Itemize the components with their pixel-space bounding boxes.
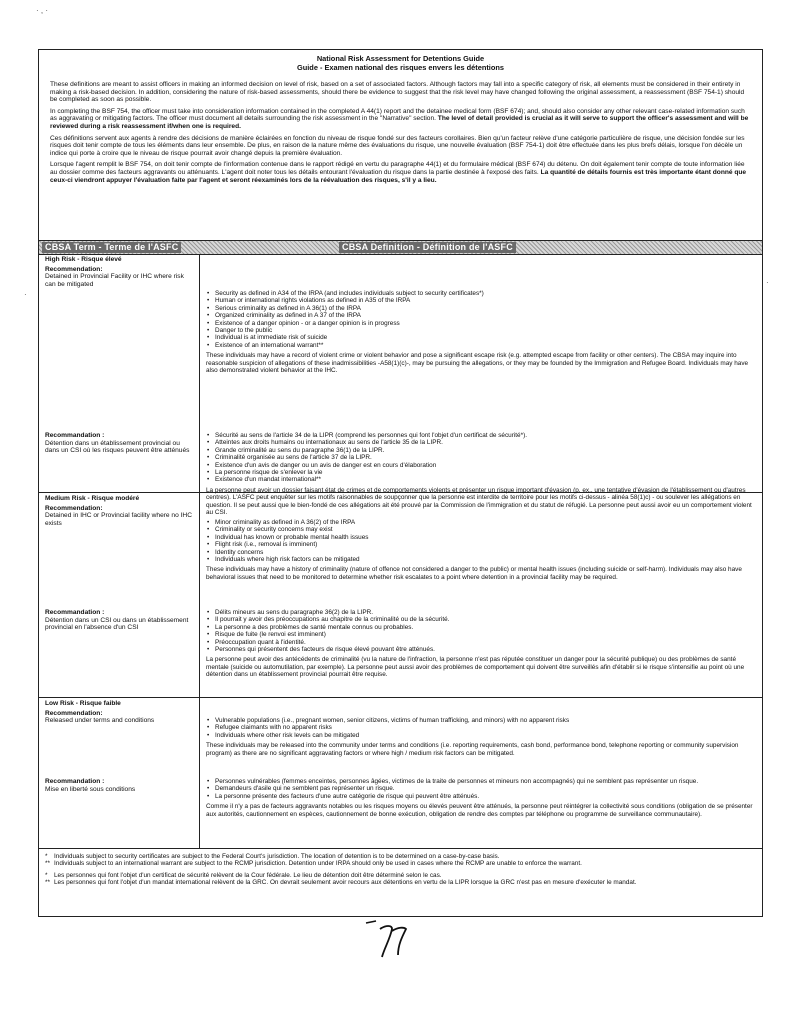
- high-bullet-fr: • Sécurité au sens de l'article 34 de la LIPR (comprend les personnes qui font l'objet d'un certificat de sécurité*).: [206, 432, 756, 439]
- high-bullet-en: • Existence of an international warrant**: [206, 342, 756, 349]
- footnote-text: Les personnes qui font l'objet d'un certificat de sécurité relèvent de la Cour fédérale. Le lieu de détention doit être déterminé selon le cas.: [54, 871, 442, 879]
- low-risk-term-fr: [45, 778, 195, 793]
- high-bullet-en: • Individual is at immediate risk of suicide: [206, 334, 756, 341]
- guide-page: [38, 49, 763, 917]
- high-bullet-fr: • Grande criminalité au sens du paragraphe 36(1) de la LIPR.: [206, 447, 756, 454]
- medium-risk-term: [45, 495, 195, 527]
- high-bullet-en: • Security as defined in A34 of the IRPA (and includes individuals subject to security certificates*): [206, 290, 756, 297]
- medium-risk-definition-fr: [206, 609, 756, 679]
- medium-bullet-en: • Minor criminality as defined in A 36(2) of the IRPA: [206, 519, 756, 526]
- medium-risk-heading: Medium Risk - Risque modéré: [45, 495, 140, 502]
- scan-speck: ·: [24, 290, 27, 299]
- medium-para-fr: La personne peut avoir des antécédents de criminalité (vu la nature de l'infraction, la personne n'est pas réputée constituer un danger pour la sécurité publique) ou des problèmes de santé mentale (suicide ou automutilation, par exemple). La personne peut aussi avoir des problèmes de comportement qui doivent être surveillés afin d'établir si le risque s'intensifie au point où une détention dans un établissement provincial pourrait être requise.: [206, 656, 745, 679]
- high-risk-term-fr: [45, 432, 195, 455]
- medium-risk-definition-en: [206, 519, 756, 581]
- title-en: National Risk Assessment for Detentions Guide: [316, 54, 485, 63]
- medium-bullet-en: • Criminality or security concerns may exist: [206, 526, 756, 533]
- footnote-text: Individuals subject to an international warrant are subject to the RCMP jurisdiction. Detention under IRPA should only be used in cases where the RCMP are unable to enforce the warrant.: [54, 860, 582, 868]
- low-risk-term: [45, 700, 195, 725]
- high-bullet-fr: • Criminalité organisée au sens de l'article 37 de la LIPR.: [206, 454, 756, 461]
- high-rec-fr: Détention dans un établissement provincial ou dans un CSI où les risques peuvent être atténués: [45, 439, 190, 455]
- high-bullet-fr: • Existence d'un mandat international**: [206, 476, 756, 483]
- scan-speck: ·: [766, 278, 769, 287]
- intro-para-1: These definitions are meant to assist officers in making an informed decision on level of risk, based on a set of associated factors. Although factors may fall into a specific category of risk, all elements must be considered in their entirety in making a risk-based decision. In addition, considering the nature of risk-based assessments, should there be evidence to suggest that the risk level may have changed following the original assessment, a reassessment (BSF 754-1) should be completed as soon as possible.: [50, 81, 745, 104]
- high-rec-fr-label: Recommandation :: [45, 432, 105, 439]
- medium-bullet-en: • Identity concerns: [206, 549, 756, 556]
- footnote-text: Individuals subject to security certificates are subject to the Federal Court's jurisdiction. The location of detention is to be determined on a case-by-case basis.: [54, 853, 500, 860]
- footnote-marker: *: [45, 853, 48, 860]
- high-risk-heading: High Risk - Risque élevé: [45, 256, 122, 263]
- medium-bullet-en: • Individuals where high risk factors can be mitigated: [206, 556, 756, 563]
- high-rec-en: Detained in Provincial Facility or IHC where risk can be mitigated: [45, 273, 184, 288]
- low-risk-definition-fr: [206, 778, 756, 818]
- high-risk-definition-en: [206, 290, 756, 374]
- footnote-en-2: [45, 860, 757, 867]
- high-bullet-fr: • Existence d'un avis de danger ou un avis de danger est en cours d'élaboration: [206, 462, 756, 469]
- column-header-definition: CBSA Definition - Définition de l'ASFC: [339, 242, 516, 253]
- high-bullet-fr: • Atteintes aux droits humains ou internationaux au sens de l'article 35 de la LIPR.: [206, 439, 756, 446]
- medium-rec-en-label: Recommendation:: [45, 504, 103, 512]
- low-bullet-fr: • Demandeurs d'asile qui ne semblent pas représenter un risque.: [206, 785, 756, 792]
- column-header-term: CBSA Term - Terme de l'ASFC: [42, 242, 181, 253]
- low-rec-fr-label: Recommandation :: [45, 778, 105, 785]
- medium-risk-section: [39, 493, 762, 698]
- footnote-fr-1: [45, 872, 757, 879]
- low-rec-en-label: Recommendation:: [45, 709, 103, 717]
- medium-bullet-fr: • Délits mineurs au sens du paragraphe 36(2) de la LIPR.: [206, 609, 756, 616]
- footnote-marker: *: [45, 871, 48, 879]
- intro-para-4-bold: La quantité de détails fournis est très importante étant donné que ceux-ci viendront appuyer l'évaluation faite par l'agent et seront réexaminés lors de la réévaluation des risques, s'il y a lieu.: [50, 168, 747, 184]
- intro-section: [50, 81, 750, 188]
- low-risk-heading: Low Risk - Risque faible: [45, 700, 121, 707]
- intro-para-2-text: In completing the BSF 754, the officer must take into consideration information contained in the completed A 44(1) report and the detainee medical form (BSF 674); and, should also consider any other relevant case-related information such as aggravating or mitigating factors. The officer must document all details surrounding the risk assessment in the "Narrative" section.: [50, 107, 745, 123]
- high-bullet-en: • Organized criminality as defined in A 37 of the IRPA: [206, 312, 756, 319]
- medium-para-en: These individuals may have a history of criminality (nature of offence not considered a danger to the public) or mental health issues (including suicide or self-harm). Individuals may also have behavioral issues that need to be monitored to determine whether risk escalates to a point where detention in a provincial facility may be required.: [206, 566, 742, 581]
- intro-para-3: Ces définitions servent aux agents à rendre des décisions de manière éclairées en fonction du niveau de risque fondé sur des facteurs corollaires. Bien qu'un facteur relève d'une catégorie particulière de risque, une décision fondée sur les risques doit tenir compte de tous les éléments dans leur ensemble. De plus, en raison de la nature même des évaluations du risque, une nouvelle évaluation (BSF 754-1) doit être effectuée dans les plus brefs délais, lorsque l'on décèle un indice qui porte à croire que le niveau de risque pourrait avoir changé depuis la première évaluation.: [50, 134, 745, 157]
- medium-bullet-fr: • Personnes qui présentent des facteurs de risque élevé pouvant être atténués.: [206, 646, 756, 653]
- low-para-fr: Comme il n'y a pas de facteurs aggravants notables ou les risques moyens ou élevés peuvent être atténués, la personne peut réintégrer la collectivité sous conditions (obligation de se présenter aux autorités, cautionnement en espèces, cautionnement de bonne exécution, obligation de rendre des comptes par téléphone ou programme de surveillance communautaire).: [206, 803, 753, 818]
- intro-para-4: [50, 161, 750, 184]
- medium-risk-term-fr: [45, 609, 195, 632]
- document-header: [39, 50, 762, 72]
- intro-para-2: [50, 108, 750, 131]
- medium-bullet-fr: • Préoccupation quant à l'identité.: [206, 639, 756, 646]
- handwritten-mark: [362, 917, 418, 961]
- title-fr: Guide - Examen national des risques envers les détentions: [296, 62, 504, 72]
- high-bullet-en: • Human or international rights violations as defined in A35 of the IRPA: [206, 297, 756, 304]
- medium-rec-fr-label: Recommandation :: [45, 609, 105, 616]
- low-bullet-fr: • La personne présente des facteurs d'une autre catégorie de risque qui peuvent être atténués.: [206, 793, 756, 800]
- medium-bullet-fr: • Risque de fuite (le renvoi est imminent): [206, 631, 756, 638]
- intro-para-4-text: Lorsque l'agent remplit le BSF 754, on doit tenir compte de l'information contenue dans le rapport rédigé en vertu du paragraphe 44(1) et du formulaire médical (BSF 674) du détenu. On doit également tenir compte de toute information liée au dossier comme des facteurs aggravants ou atténuants. L'agent doit noter tous les détails entourant l'évaluation du risque dans la partie destinée à l'exposé des faits.: [50, 161, 745, 176]
- medium-rec-fr: Détention dans un CSI ou dans un établissement provincial en l'absence d'un CSI: [45, 616, 189, 632]
- low-bullet-en: • Individuals where other risk levels can be mitigated: [206, 732, 756, 739]
- low-risk-definition-en: [206, 717, 756, 757]
- low-bullet-fr: • Personnes vulnérables (femmes enceintes, personnes âgées, victimes de la traite de personnes et mineurs non accompagnés) qui ne semblent pas représenter un risque.: [206, 778, 756, 785]
- scan-speck: · , ·: [36, 6, 48, 15]
- table-header-row: [39, 240, 762, 255]
- high-bullet-fr: • La personne risque de s'enlever la vie: [206, 469, 756, 476]
- footnotes: [45, 853, 757, 886]
- high-para-fr: La personne peut avoir un dossier faisant état de crimes et de comportements violents et présenter un risque important d'évasion (p. ex., une tentative d'évasion de l'établissement ou d'autres centres). L'ASFC peut enquêter sur les motifs raisonnables de soupçonner que la personne est interdite de territoire pour les motifs ci-dessus - alinéa 58(1)c) - ou soulever les allégations en question. Il se peut aussi que le bien-fondé de ces allégations ait été prouvé par la Commission de l'immigration et du statut de réfugié. La personne peut aussi avoir eu un comportement violent au CSI.: [206, 486, 752, 517]
- high-bullet-en: • Serious criminality as defined in A 36(1) of the IRPA: [206, 305, 756, 312]
- intro-para-2-bold: The level of detail provided is crucial as it will serve to support the officer's assessment and will be reviewed during a risk reassessment if/when one is required.: [50, 115, 749, 130]
- low-rec-en: Released under terms and conditions: [45, 717, 155, 725]
- medium-bullet-fr: • La personne a des problèmes de santé mentale connus ou probables.: [206, 624, 756, 631]
- high-bullet-en: • Existence of a danger opinion - or a danger opinion is in progress: [206, 320, 756, 327]
- high-rec-en-label: Recommendation:: [45, 265, 103, 273]
- low-risk-section: [39, 698, 762, 849]
- high-bullet-en: • Danger to the public: [206, 327, 756, 334]
- medium-bullet-fr: • Il pourrait y avoir des préoccupations au chapitre de la criminalité ou de la sécurité.: [206, 616, 756, 623]
- footnote-text: Les personnes qui font l'objet d'un mandat international relèvent de la GRC. On devrait seulement avoir recours aux détentions en vertu de la LIPR lorsque la GRC n'est pas en mesure d'exécuter le mandat.: [54, 878, 637, 886]
- medium-bullet-en: • Individual has known or probable mental health issues: [206, 534, 756, 541]
- high-risk-term: [45, 256, 195, 288]
- footnote-en-1: [45, 853, 757, 860]
- low-bullet-en: • Vulnerable populations (i.e., pregnant women, senior citizens, victims of human trafficking, and minors) with no apparent risks: [206, 717, 756, 724]
- footnote-fr-2: [45, 879, 757, 886]
- footnote-marker: **: [45, 878, 50, 886]
- medium-bullet-en: • Flight risk (i.e., removal is imminent): [206, 541, 756, 548]
- low-para-en: These individuals may be released into the community under terms and conditions (i.e. reporting requirements, cash bond, performance bond, telephone reporting or community supervision program) as there are no significant aggravating factors or where high / medium risk factors can be mitigated.: [206, 742, 739, 757]
- high-para-en: These individuals may have a record of violent crime or violent behavior and pose a significant escape risk (e.g. attempted escape from facility or other centers). The CBSA may inquire into reasonable suspicion of allegations of these inadmissibilities -A58(1)(c)-, may be pursuing the allegations, or they may be founded by the Immigration and Refugee Board. Individuals may have also demonstrated violent behavior at the IHC.: [206, 352, 749, 375]
- footnote-marker: **: [45, 860, 50, 868]
- low-bullet-en: • Refugee claimants with no apparent risks: [206, 724, 756, 731]
- medium-rec-en: Detained in IHC or Provincial facility where no IHC exists: [45, 512, 192, 527]
- low-rec-fr: Mise en liberté sous conditions: [45, 785, 136, 793]
